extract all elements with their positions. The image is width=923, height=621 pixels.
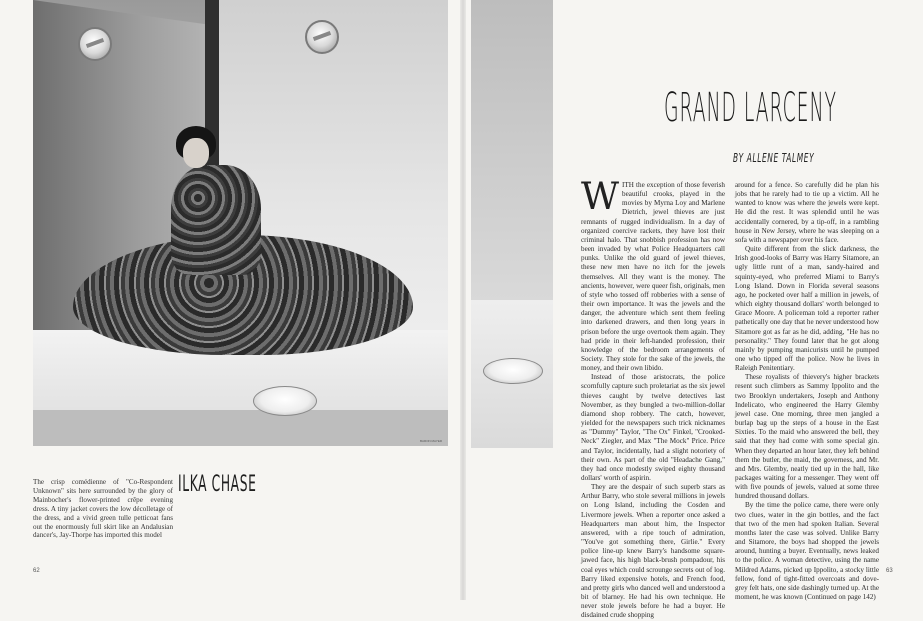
article-paragraph: By the time the police came, there were only two clues, water in the gin bottles, and the fact that two of the men had spoken Italian. Several months later the case was solved. Unlike Barry and Sitamore, the boys had shopped the jewels around, hunting a buyer. Eventually, news leaked to the police. A woman detective, using the name Mildred Adams, picked up Ippolito, a stocky little fellow, fond of tight-fitted overcoats and dove-grey felt hats, one side dashingly turned up. At the moment, he was known (Continued on page 142) [735,501,879,602]
page-number-left: 62 [33,568,40,574]
photo-figure-bodice [171,165,261,275]
page-number-right: 63 [886,568,893,574]
article-paragraph: around for a fence. So carefully did he plan his jobs that he rarely had to tie up a victim. All he wanted to know was where the jewels were kept. He did the rest. It was splendid until he was accidentally cornered, by a tip-off, in a rambling house in New Jersey, where he was sleeping on a sofa with a newspaper over his face. [735,181,879,244]
porthole-vent-icon [305,20,339,54]
article-column-1 [581,175,725,621]
article-paragraph: Quite different from the slick darkness, the Irish good-looks of Barry was Harry Sitamore, an ugly little runt of a man, sandy-haired and squinty-eyed, who preferred Miami to Barry's Long Island. Down in Florida several seasons ago, he pocketed over half a million in jewels, of which eighty thousand dollars' worth belonged to Grace Moore. A policeman told a reporter rather pathetically one day that he never understood how Sitamore got as far as he did, adding, "He has no personality." They found later that he got along mainly by pumping manicurists until he pumped one who tipped off the police. Now he lives in Raleigh Penitentiary. [735,245,879,373]
article-paragraph: These royalists of thievery's higher brackets resent such climbers as Sammy Ippolito and the two Brooklyn undertakers, Joseph and Anthony Indelicato, who engineered the Harry Glemby jewel case. One morning, three men jangled a burlap bag up the steps of a house in the East Sixties. To the maid who answered the bell, they said that they had come with some special gin. When they departed an hour later, they left behind them the butler, the maid, the governess, and Mr. and Mrs. Glemby, neatly tied up in the hall, like packages waiting for a messenger. They went off with five pounds of jewels, valued at some three hundred thousand dollars. [735,373,879,501]
paragraph-text: ITH the exception of those feverish beautiful crooks, played in the movies by Myrna Loy and Marlene Dietrich, jewel thieves are just remnants of rugged individualism. In a day of organized coercive rackets, they have lost their criminal halo. That snobbish profession has now been invaded by what Police Headquarters call punks. Unlike the old guard of jewel thieves, these new men have no itch for the jewels themselves. All they want is the money. The ancients, however, were queer fish, originals, men of style who tossed off robberies with a sense of their own importance. It was the jewels and the danger, the adventure which sent them feeling into darkened drawers, and then long years in prison before the urge overtook them again. They had pride in their left-handed profession, their knowledge of the bedroom arrangements of Society. They stole for the sake of the jewels, the money, and their own libido. [581,181,725,373]
fashion-photograph [33,0,448,446]
strip-photograph [471,0,553,448]
photo-credit: BARON MAYER [420,439,442,443]
article-paragraph [581,175,725,373]
photo-caption: The crisp comédienne of "Co-Respondent Unknown" sits here surrounded by the glory of Mainbocher's flower-printed crêpe evening dress. A tiny jacket covers the low décolletage of the dress, and a vivid green tulle petticoat fans out the enormously full skirt like an Andalusian dancer's, Jay-Thorpe has imported this model [33,478,173,540]
page-gutter [460,0,466,600]
photo-shelf-edge [33,410,448,446]
article-paragraph: Instead of those aristocrats, the police scornfully capture such proletariat as the six jewel thieves caught by twelve detectives last November, as they bungled a two-million-dollar diamond shop robbery. The catch, however, yielded for the newspapers such trick nicknames as "Dummy" Taylor, "The Ox" Finkel, "Crooked-Neck" Ziegler, and Max "The Mock" Price. Price and Taylor, incidentally, had a slight notoriety of their own. As part of the old "Headache Gang," they had once modestly swiped eighty thousand dollars' worth of aspirin. [581,373,725,482]
photo-figure-face [183,138,209,168]
porthole-vent-icon [78,27,112,61]
article-paragraph: They are the despair of such superb stars as Arthur Barry, who stole several millions in jewels on Long Island, including the Cosden and Livermore jewels. When a reporter once asked a Headquarters man about him, the Inspector answered, with a ripe touch of admiration, "You've got something there, Girlie." Every police line-up knew Barry's handsome square-jawed face, his high black-brush pompadour, his coal eyes which could scrounge secrets out of log. Barry liked expensive hotels, and French food, and pretty girls who danced well and understood a bit of blarney. He had his own technique. He never stole jewels before he had a buyer. He disdained crude shopping [581,483,725,620]
article-headline: GRAND LARCENY [664,85,837,131]
plate-icon [483,358,543,384]
strip-wall [471,0,553,300]
article-column-2 [735,181,879,602]
article-byline: BY ALLENE TALMEY [733,151,815,165]
drop-cap: W [581,175,620,218]
caption-name-title: ILKA CHASE [178,472,257,497]
plate-icon [253,386,317,416]
